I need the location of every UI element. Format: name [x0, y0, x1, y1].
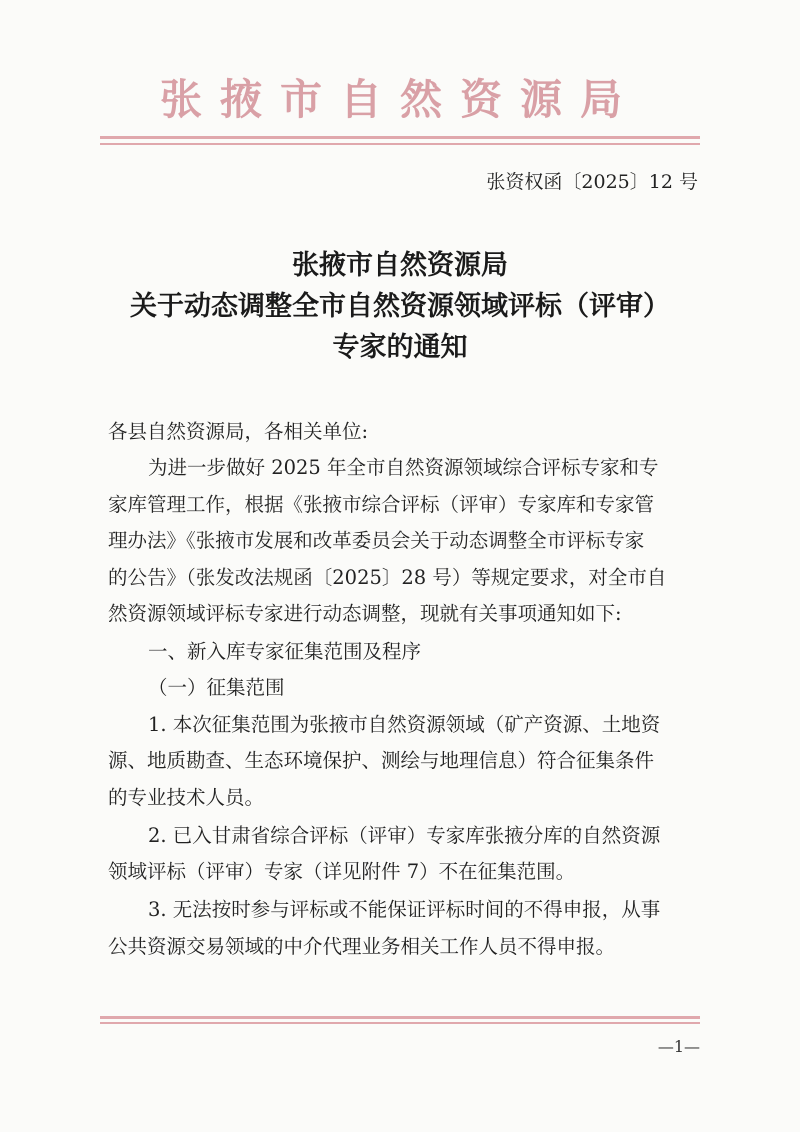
section-heading: 一、新入库专家征集范围及程序: [148, 640, 422, 663]
item-3-line: 公共资源交易领域的中介代理业务相关工作人员不得申报。: [108, 935, 616, 958]
intro-line: 理办法》《张掖市发展和改革委员会关于动态调整全市评标专家: [108, 529, 645, 552]
letterhead-red-rule-thin: [100, 143, 700, 145]
document-title-line-2: 关于动态调整全市自然资源领域评标（评审）: [130, 291, 670, 322]
subsection-heading: （一）征集范围: [148, 676, 285, 699]
document-title-line-1: 张掖市自然资源局: [292, 250, 508, 281]
letterhead-agency-name: 张掖市自然资源局: [159, 75, 640, 124]
intro-line: 为进一步做好 2025 年全市自然资源领域综合评标专家和专: [148, 456, 659, 479]
document-title-line-3: 专家的通知: [332, 332, 468, 363]
intro-line: 的公告》（张发改法规函〔2025〕28 号）等规定要求，对全市自: [108, 566, 667, 589]
salutation: 各县自然资源局，各相关单位:: [108, 420, 369, 443]
intro-line: 家库管理工作，根据《张掖市综合评标（评审）专家库和专家管: [108, 493, 655, 516]
intro-line: 然资源领域评标专家进行动态调整，现就有关事项通知如下:: [108, 602, 622, 625]
footer-red-rule-thick: [100, 1016, 700, 1019]
page-number: —1—: [657, 1037, 700, 1056]
item-1-line: 的专业技术人员。: [108, 786, 265, 809]
item-1-line: 1. 本次征集范围为张掖市自然资源领域（矿产资源、土地资: [148, 713, 661, 736]
item-2-line: 领域评标（评审）专家（详见附件 7）不在征集范围。: [108, 860, 576, 883]
item-3-line: 3. 无法按时参与评标或不能保证评标时间的不得申报，从事: [148, 898, 661, 921]
footer-red-rule-thin: [100, 1022, 700, 1024]
document-number: 张资权函〔2025〕12 号: [486, 171, 698, 193]
letterhead-red-rule-thick: [100, 136, 700, 139]
item-2-line: 2. 已入甘肃省综合评标（评审）专家库张掖分库的自然资源: [148, 824, 661, 847]
item-1-line: 源、地质勘查、生态环境保护、测绘与地理信息）符合征集条件: [108, 749, 655, 772]
